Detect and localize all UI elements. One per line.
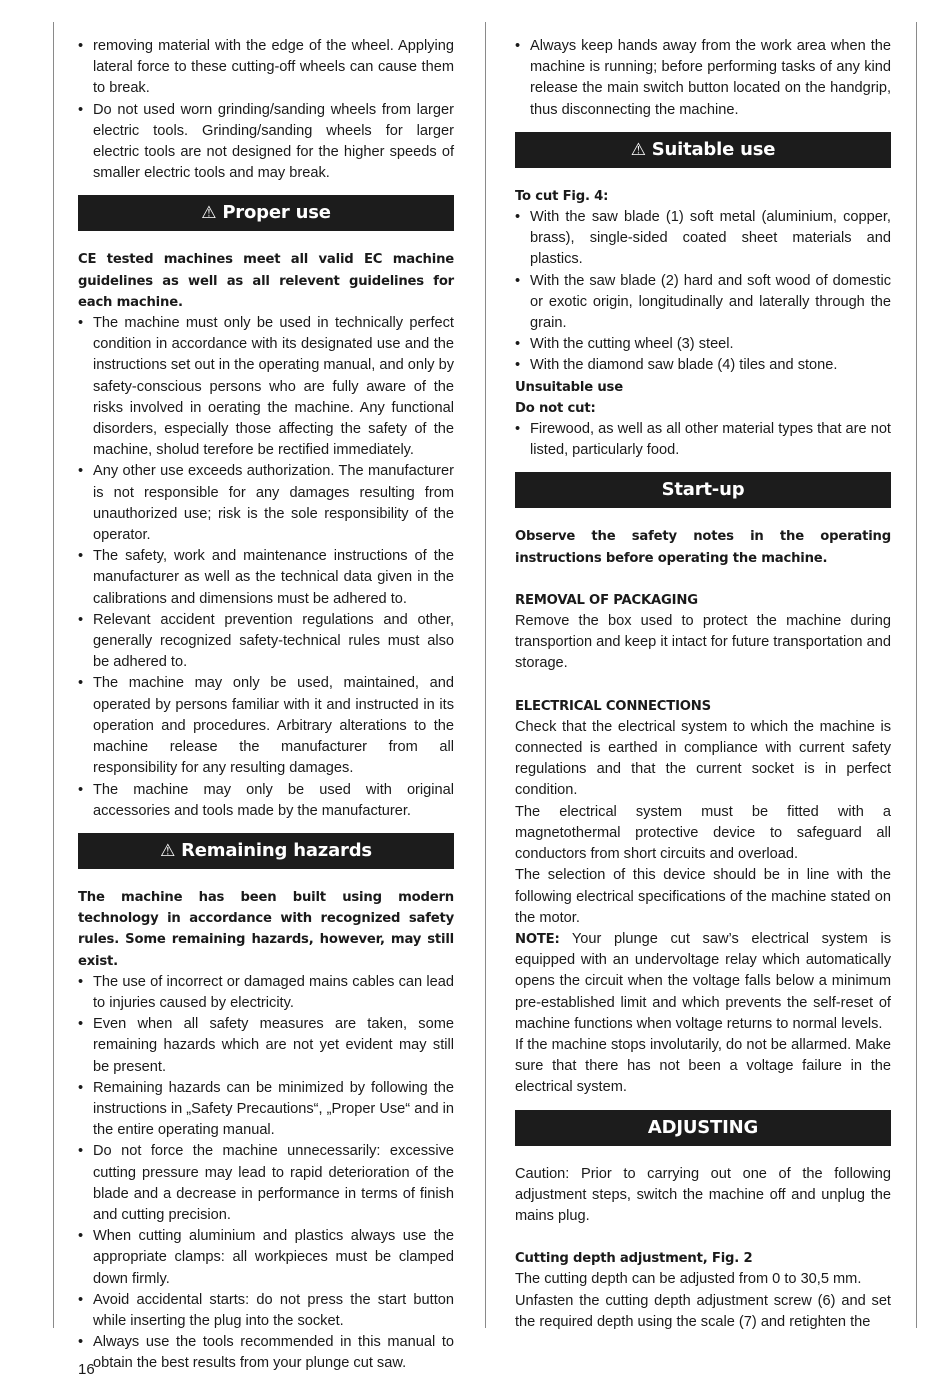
remaining-hazards-list	[78, 972, 454, 1375]
electrical-paragraph: The electrical system must be fitted with a magnetothermal protective device to safeguard all conductors from short circuits and overload.	[515, 803, 891, 863]
list-item: • The machine may only be used, maintained, and operated by persons familiar with it and instructed in its operation and procedures. Arbitrary alterations to the machine release the manufacturer from all responsibility for any resulting damages.	[78, 673, 454, 779]
list-item: • Do not used worn grinding/sanding wheels from larger electric tools. Grinding/sanding wheels for larger electric tools are not designed for the higher speeds of smaller electric tools and may break.	[78, 100, 454, 185]
list-item: • Always keep hands away from the work area when the machine is running; before performing tasks of any kind release the main switch button located on the handgrip, thus disconnecting the machine.	[515, 36, 891, 121]
proper-use-list	[78, 313, 454, 822]
depth-paragraph: The cutting depth can be adjusted from 0 to 30,5 mm.	[515, 1271, 862, 1288]
depth-adjustment-heading: Cutting depth adjustment, Fig. 2	[515, 1251, 753, 1267]
electrical-paragraph: The selection of this device should be in line with the following electrical specifications of the machine stated on the motor.	[515, 867, 891, 926]
list-item: • Relevant accident prevention regulations and other, generally recognized safety-technical rules must also be adhered to.	[78, 610, 454, 674]
list-item: • Always use the tools recommended in this manual to obtain the best results from your plunge cut saw.	[78, 1332, 454, 1374]
right-column	[515, 36, 891, 1333]
list-item: • Even when all safety measures are taken, some remaining hazards which are not yet evident may still be present.	[78, 1014, 454, 1078]
adjusting-heading: ADJUSTING	[515, 1110, 891, 1146]
proper-use-lead: CE tested machines meet all valid EC machine guidelines as well as all relevent guidelines for each machine.	[78, 252, 454, 310]
list-item: • removing material with the edge of the wheel. Applying lateral force to these cutting-off wheels can cause them to break.	[78, 36, 454, 100]
suitable-use-heading: ⚠ Suitable use	[515, 132, 891, 168]
start-up-heading: Start-up	[515, 472, 891, 508]
list-item: • The use of incorrect or damaged mains cables can lead to injuries caused by electricity.	[78, 972, 454, 1014]
remaining-hazards-lead: The machine has been built using modern technology in accordance with recognized safety rules. Some remaining hazards, however, may still exist.	[78, 889, 454, 969]
list-item: • Any other use exceeds authorization. The manufacturer is not responsible for any damages resulting from unauthorized use; risk is the sole responsibility of the operator.	[78, 461, 454, 546]
list-item: • With the saw blade (1) soft metal (aluminium, copper, brass), single-sided coated sheet materials and plastics.	[515, 207, 891, 271]
note-label: NOTE:	[515, 931, 560, 947]
list-item: • Avoid accidental starts: do not press the start button while inserting the plug into the socket.	[78, 1290, 454, 1332]
warning-triangle-icon: ⚠	[201, 203, 217, 224]
warning-triangle-icon: ⚠	[160, 840, 176, 861]
list-item: • With the diamond saw blade (4) tiles and stone.	[515, 355, 891, 376]
list-item: • The safety, work and maintenance instructions of the manufacturer as well as the technical data given in the calibrations and dimensions must be adhered to.	[78, 546, 454, 610]
note-paragraph	[515, 929, 891, 1035]
depth-paragraph: Unfasten the cutting depth adjustment screw (6) and set the required depth using the scale (7) and retighten the	[515, 1292, 891, 1330]
list-item: • Remaining hazards can be minimized by following the instructions in „Safety Precautions“, „Proper Use“ and in the entire operating manual.	[78, 1078, 454, 1142]
electrical-paragraph: If the machine stops involutarily, do not be allarmed. Make sure that there has not been a voltage failure in the electrical system.	[515, 1036, 891, 1096]
electrical-heading: ELECTRICAL CONNECTIONS	[515, 698, 711, 714]
note-text: Your plunge cut saw’s electrical system is equipped with an undervoltage relay which automatically opens the circuit when the voltage falls below a minimum pre-established limit and which prevents the self-reset of machine functions when voltage returns to normal levels.	[515, 930, 891, 1032]
packaging-heading: REMOVAL OF PACKAGING	[515, 592, 698, 608]
center-column-rule	[485, 22, 486, 1328]
electrical-paragraph: Check that the electrical system to which the machine is connected is earthed in compliance with current safety regulations and that the current socket is in perfect condition.	[515, 718, 891, 799]
proper-use-heading: ⚠ Proper use	[78, 195, 454, 231]
list-item: • Firewood, as well as all other material types that are not listed, particularly food.	[515, 419, 891, 461]
left-margin-rule	[53, 22, 54, 1328]
list-item: • Do not force the machine unnecessarily: excessive cutting pressure may lead to rapid deterioration of the blade and a decrease in performance in terms of finish and cutting precision.	[78, 1141, 454, 1226]
list-item: • When cutting aluminium and plastics always use the appropriate clamps: all workpieces must be clamped down firmly.	[78, 1226, 454, 1290]
warning-triangle-icon: ⚠	[630, 139, 646, 160]
unsuitable-use-list	[515, 419, 891, 461]
right-intro-list	[515, 36, 891, 121]
left-column	[78, 36, 454, 1375]
list-item: • The machine must only be used in technically perfect condition in accordance with its designated use and the instructions set out in the operating manual, and only by safety-conscious persons who are fully aware of the risks involved in oerating the machine. Any functional disorders, especially those affecting the safety of the machine, sholud terefore be rectified immediately.	[78, 313, 454, 461]
do-not-cut-label: Do not cut:	[515, 400, 596, 416]
remaining-hazards-heading: ⚠ Remaining hazards	[78, 833, 454, 869]
list-item: • With the saw blade (2) hard and soft wood of domestic or exotic origin, longitudinally and laterally through the grain.	[515, 271, 891, 335]
list-item: • With the cutting wheel (3) steel.	[515, 334, 891, 355]
suitable-use-list	[515, 207, 891, 377]
start-up-lead: Observe the safety notes in the operating instructions before operating the machine.	[515, 529, 891, 566]
to-cut-label: To cut Fig. 4:	[515, 188, 609, 204]
right-margin-rule	[916, 22, 917, 1328]
adjusting-caution: Caution: Prior to carrying out one of the following adjustment steps, switch the machine off and unplug the mains plug.	[515, 1165, 891, 1224]
unsuitable-use-label: Unsuitable use	[515, 379, 623, 395]
page-number: 16	[78, 1361, 95, 1378]
packaging-text: Remove the box used to protect the machine during transportion and keep it intact for future transportation and storage.	[515, 613, 891, 672]
list-item: • The machine may only be used with original accessories and tools made by the manufacturer.	[78, 780, 454, 822]
left-intro-list	[78, 36, 454, 184]
